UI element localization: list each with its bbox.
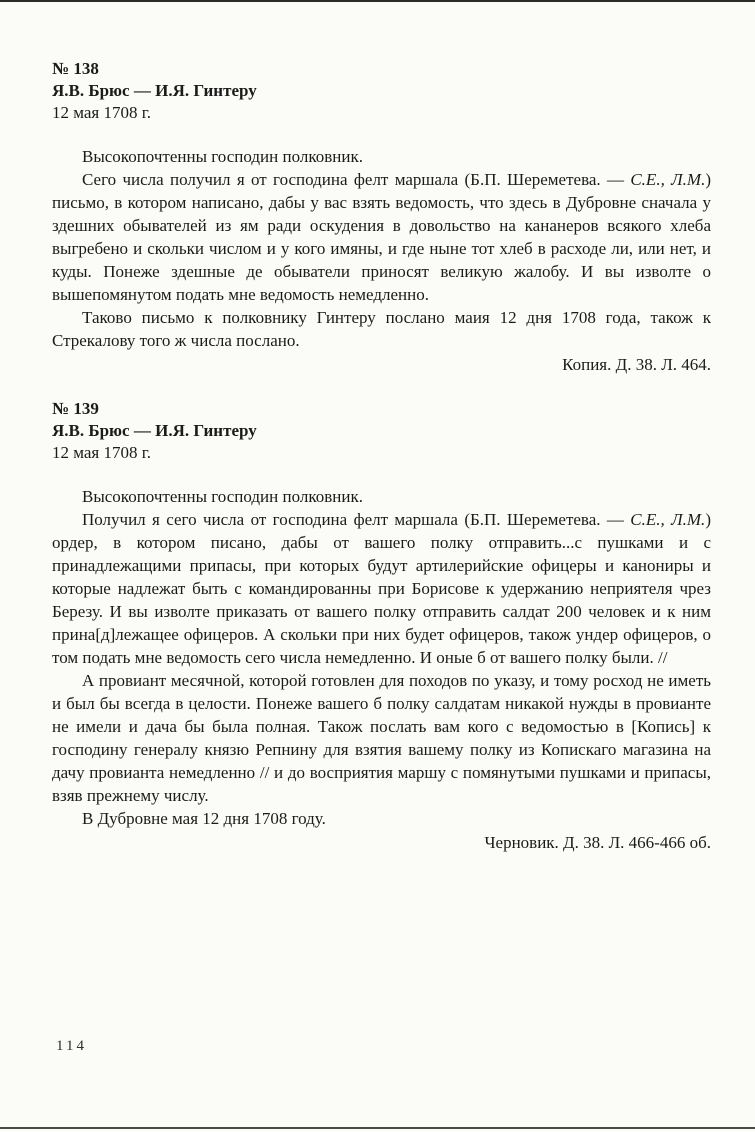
page-number: 114 xyxy=(56,1038,87,1054)
document-title: Я.В. Брюс — И.Я. Гинтеру xyxy=(52,81,257,100)
paragraph-dateline: В Дубровне мая 12 дня 1708 году. xyxy=(82,809,326,828)
letter-138-body xyxy=(52,145,711,376)
letter-139 xyxy=(52,398,711,854)
paragraph-proviant: А провиант месячной, которой готовлен для походов по указу, и тому росход не иметь и был бы всегда в целости. Понеже вашего б полку салдатам никакой нужды в провианте не имели и дача бы была полная. Також послать вам кого с ведомостью в [Копись] к господину генералу князю Репнину для взятия вашему полку из Копискаго магазина на дачу провианта немедленно // и до восприятия маршу с помянутыми пушками и припасы, взяв прежнему числу. xyxy=(52,671,711,805)
document-title: Я.В. Брюс — И.Я. Гинтеру xyxy=(52,421,257,440)
paragraph-salutation: Высокопочтенны господин полковник. xyxy=(82,487,363,506)
document-number: № 138 xyxy=(52,59,99,78)
document-number: № 139 xyxy=(52,399,99,418)
letter-139-body xyxy=(52,485,711,854)
paragraph-salutation: Высокопочтенны господин полковник. xyxy=(82,147,363,166)
document-date: 12 мая 1708 г. xyxy=(52,443,152,462)
document-date: 12 мая 1708 г. xyxy=(52,103,152,122)
paragraph-main: Получил я сего числа от господина фелт маршала (Б.П. Шереметева. — С.Е., Л.М.) ордер, в котором писано, дабы от вашего полку отправить...с пушками и с принадлежащими припасы, при которых будут артилерийские офицеры и канониры и которые надлежат быть с командированны при Борисове к удержанию неприятеля чрез Березу. И вы изволте приказать от вашего полку отправить салдат 200 человек и к ним прина[д]лежащее офицеров. А скольки при них будет офицеров, також ундер офицеров, о том подать мне ведомость сего числа немедленно. И оные б от вашего полку были. // xyxy=(52,510,711,667)
scan-edge-bottom xyxy=(0,1127,755,1129)
letter-138 xyxy=(52,58,711,376)
scan-edge-top xyxy=(0,0,755,2)
archive-reference: Черновик. Д. 38. Л. 466-466 об. xyxy=(484,833,711,852)
paragraph-main: Сего числа получил я от господина фелт маршала (Б.П. Шереметева. — С.Е., Л.М.) письмо, в котором написано, дабы у вас взять ведомость, что здесь в Дубровне сначала у здешних обывателей из ям ради оскудения в довольство на кананеров всякого хлеба выгребено и скольки числом и у кого имяны, и где ныне тот хлеб в расходе ли, или нет, и куды. Понеже здешные де обыватели приносят великую жалобу. И вы изволте о вышепомянутом подать мне ведомость немедленно. xyxy=(52,170,711,304)
letter-139-header xyxy=(52,398,711,464)
archive-reference: Копия. Д. 38. Л. 464. xyxy=(562,355,711,374)
letter-138-header xyxy=(52,58,711,124)
paragraph-note: Таково письмо к полковнику Гинтеру послано маия 12 дня 1708 года, також к Стрекалову того ж числа послано. xyxy=(52,308,711,350)
